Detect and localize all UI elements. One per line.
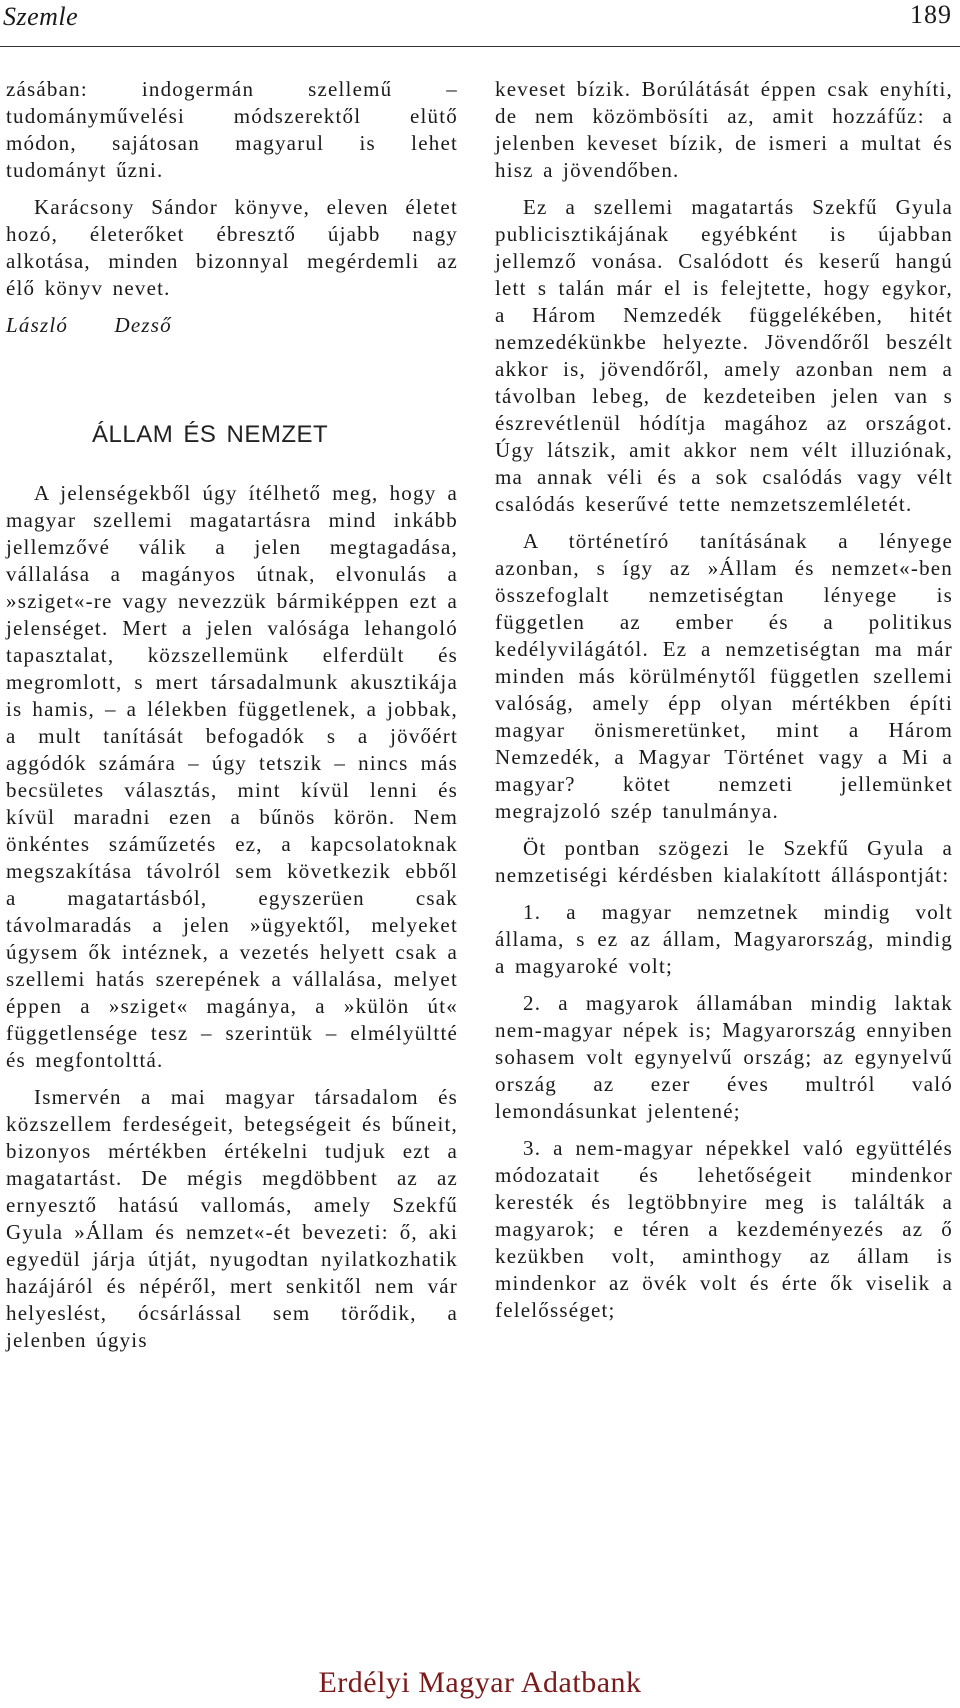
left-column (6, 76, 458, 1364)
paragraph-continued: zásában: indogermán szellemű – tudományművelési módszerektől elütő módon, sajátosan magyarul is lehet tudományt űzni. (6, 77, 458, 182)
paragraph-2: Ismervén a mai magyar társadalom és közszellem ferdeségeit, betegségeit és bűneit, bizonyos mértékben értékelni tudjuk ezt a magatartást. De mégis megdöbbent az az ernyesztő hatású vallomás, amely Szekfű Gyula »Állam és nemzet«-ét bevezeti: ő, aki egyedül járja útját, nyugodtan nyilatkozhatik hazájáról és népéről, mert senkitől nem vár helyeslést, ócsárlással sem törődik, a jelenben úgyis (6, 1085, 458, 1352)
list-item: 3. a nem-magyar népekkel való együttélés módozatait és lehetőségeit mindenkor keresték és legtöbbnyire meg is találták a magyarok; e téren a kezdeményezés az ő kezükben volt, aminthogy az állam is mindenkor az övék volt és érte ők viselik a felelősséget; (495, 1136, 953, 1322)
paragraph-6: Öt pontban szögezi le Szekfű Gyula a nemzetiségi kérdésben kialakított álláspontját: (495, 836, 953, 887)
page-number: 189 (910, 0, 952, 29)
author-signature: László Dezső (6, 313, 172, 337)
list-item: 1. a magyar nemzetnek mindig volt állama, s ez az állam, Magyarország, mindig a magyaroké volt; (495, 900, 953, 978)
footer-watermark: Erdélyi Magyar Adatbank (318, 1666, 642, 1699)
list-item: 2. a magyarok államában mindig laktak nem-magyar népek is; Magyarország ennyiben sohasem volt egynyelvű ország; az egynyelvű ország az ezer éves multról való lemondásunkat jelentené; (495, 991, 953, 1123)
journal-title: Szemle (3, 2, 79, 31)
paragraph-1: A jelenségekből úgy ítélhető meg, hogy a magyar szellemi magatartásra mind inkább jellemzővé válik a jelen megtagadása, vállalása a magányos útnak, elvonulás a »sziget«-re vagy nevezzük bármiképpen ezt a jelenséget. Mert a jelen valósága lehangoló tapasztalat, közszellemünk elferdült és megromlott, s mert társadalmunk akusztikája is hamis, – a lélekben függetlenek, a jobbak, a mult tanítását befogadók s a jövőért aggódók számára – úgy tetszik – nincs más becsületes választás, mint kívül lenni és kívül maradni ezen a bűnös körön. Nem önkéntes száműzetés ez, a kapcsolatoknak megszakítása távolról sem következik ebből a magatartásból, egyszerüen csak távolmaradás a jelen »ügyektől, melyeket úgysem ők intéznek, a vezetés helyett csak a szellemi hatás szerepének a vállalása, melyet éppen a »sziget« magánya, a »külön út« függetlensége tesz – szerintük – elmélyültté és megfontolttá. (6, 481, 458, 1072)
section-title: ÁLLAM ÉS NEMZET (92, 421, 329, 448)
paragraph-5: A történetíró tanításának a lényege azonban, s így az »Állam és nemzet«-ben összefoglalt nemzetiségtan lényege is független az ember és a politikus kedélyvilágától. Ez a nemzetiségtan ma már minden más körülménytől független szellemi valóság, amely épp olyan mértékben építi magyar önismeretünket, mint a Három Nemzedék, a Magyar Történet vagy a Mi a magyar? kötet nemzeti jellemünket megrajzoló szép tanulmánya. (495, 529, 953, 823)
paragraph-4: Ez a szellemi magatartás Szekfű Gyula publicisztikájának egyébként is újabban jellemző vonása. Csalódott és keserű hangú lett s talán már el is felejtette, hogy egykor, a Három Nemzedék függelékében, hitét nemzedékünkbe helyezte. Jövendőről beszélt akkor is, jövendőről, amely azonban nem a távolban lebeg, de kezdeteiben jelen van s észrevétlenül hódítja magához az országot. Úgy látszik, amit akkor nem vélt illuziónak, ma annak véli és a sok csalódás vagy vélt csalódás keserűvé tette nemzetszemléletét. (495, 195, 953, 516)
running-head (0, 0, 960, 40)
paragraph-3: keveset bízik. Borúlátását éppen csak enyhíti, de nem közömbösíti az, amit hozzáfűz: a jelenben keveset bízik, de ismeri a multat és hisz a jövendőben. (495, 77, 953, 182)
paragraph-karacsony: Karácsony Sándor könyve, eleven életet hozó, életerőket ébresztő újabb nagy alkotása, minden bizonnyal megérdemli az élő könyv nevet. (6, 195, 458, 300)
header-rule (0, 46, 960, 47)
right-column (495, 76, 953, 1334)
